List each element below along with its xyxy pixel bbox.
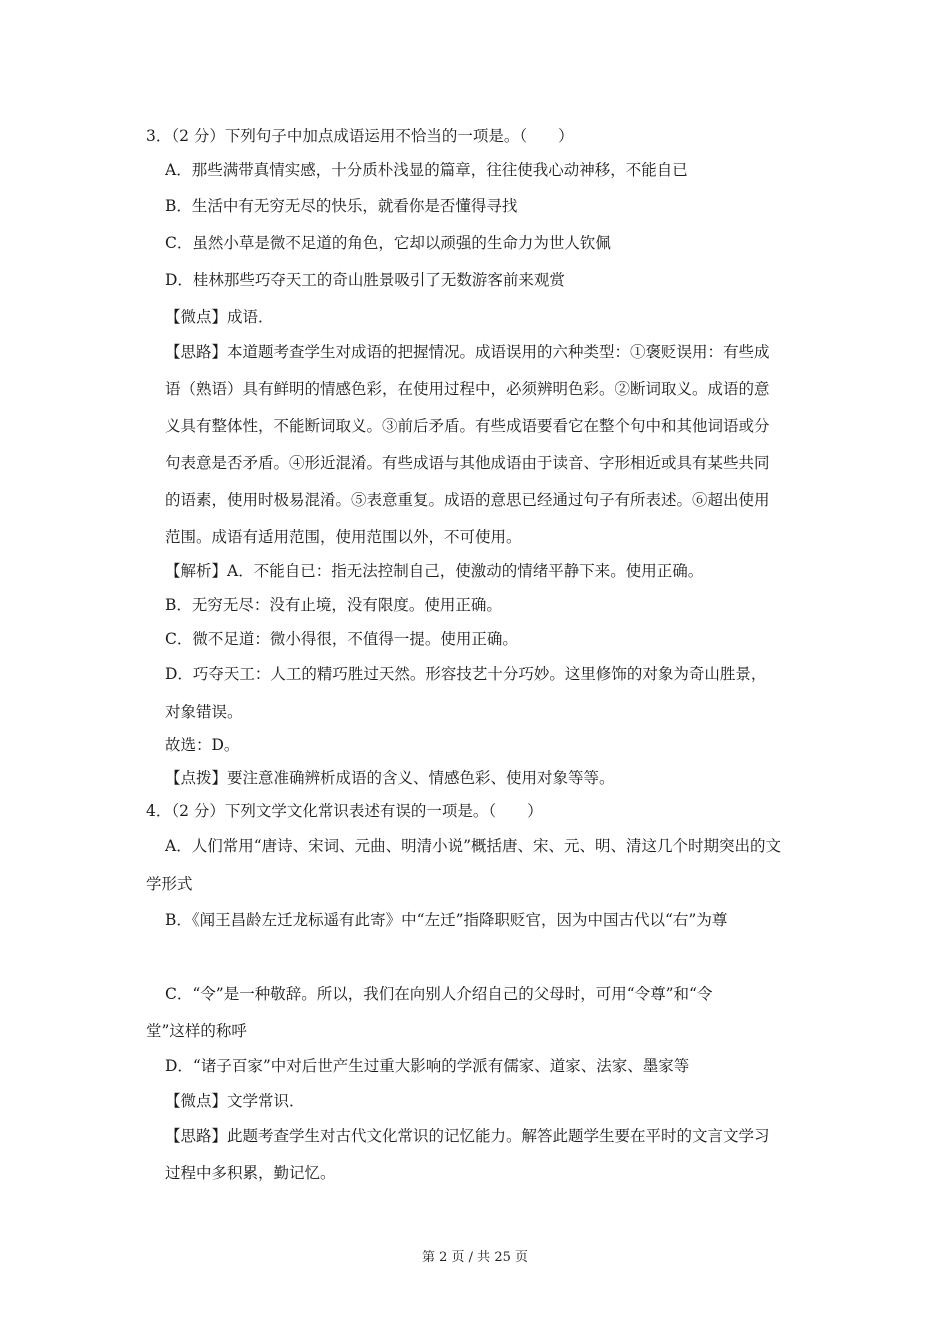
q4-silu-line: 过程中多积累，勤记忆。 xyxy=(165,1164,336,1182)
q3-dianbo: 【点拨】要注意准确辨析成语的含义、情感色彩、使用对象等等。 xyxy=(165,769,615,787)
q3-silu-line: 句表意是否矛盾。④形近混淆。有些成语与其他成语由于读音、字形相近或具有某些共同 xyxy=(165,454,770,472)
q4-silu-line: 【思路】此题考查学生对古代文化常识的记忆能力。解答此题学生要在平时的文言文学习 xyxy=(165,1127,770,1145)
page-footer: 第 2 页 / 共 25 页 xyxy=(422,1250,528,1265)
q4-option-a-cont: 学形式 xyxy=(146,875,193,893)
q4-weidian: 【微点】文学常识． xyxy=(165,1092,305,1110)
q3-option-a: A．那些满带真情实感，十分质朴浅显的篇章，往往使我心动神移，不能自已 xyxy=(165,161,688,179)
q3-jiexi-line: C．微不足道：微小得很，不值得一提。使用正确。 xyxy=(165,630,518,648)
q3-option-c: C．虽然小草是微不足道的角色，它却以顽强的生命力为世人钦佩 xyxy=(165,234,611,252)
q3-jiexi-line: D．巧夺天工：人工的精巧胜过天然。形容技艺十分巧妙。这里修饰的对象为奇山胜景， xyxy=(165,665,767,683)
q4-option-a: A．人们常用“唐诗、宋词、元曲、明清小说”概括唐、宋、元、明、清这几个时期突出的文 xyxy=(165,837,782,855)
q3-answer: 故选：D。 xyxy=(165,736,240,754)
q3-silu-line: 【思路】本道题考查学生对成语的把握情况。成语误用的六种类型：①褒贬误用：有些成 xyxy=(165,343,770,361)
q4-option-d: D．“诸子百家”中对后世产生过重大影响的学派有儒家、道家、法家、墨家等 xyxy=(165,1057,690,1075)
q4-option-c: C．“令”是一种敬辞。所以，我们在向别人介绍自己的父母时，可用“令尊”和“令 xyxy=(165,985,713,1003)
q4-option-b: B．《闻王昌龄左迁龙标遥有此寄》中“左迁”指降职贬官，因为中国古代以“右”为尊 xyxy=(165,911,728,929)
q3-silu-line: 义具有整体性，不能断词取义。③前后矛盾。有些成语要看它在整个句中和其他词语或分 xyxy=(165,417,770,435)
q3-silu-line: 范围。成语有适用范围，使用范围以外，不可使用。 xyxy=(165,528,522,546)
q3-stem: 3．（2 分）下列句子中加点成语运用不恰当的一项是。（ ） xyxy=(146,127,574,145)
q4-option-c-cont: 堂”这样的称呼 xyxy=(146,1022,247,1040)
q3-jiexi-line: 对象错误。 xyxy=(165,703,243,721)
q3-option-d: D．桂林那些巧夺天工的奇山胜景吸引了无数游客前来观赏 xyxy=(165,271,565,289)
q3-weidian: 【微点】成语． xyxy=(165,308,274,326)
q3-option-b: B．生活中有无穷无尽的快乐，就看你是否懂得寻找 xyxy=(165,197,518,215)
q3-silu-line: 的语素，使用时极易混淆。⑤表意重复。成语的意思已经通过句子有所表述。⑥超出使用 xyxy=(165,491,770,509)
q3-jiexi-line: 【解析】A．不能自已：指无法控制自己，使激动的情绪平静下来。使用正确。 xyxy=(165,562,704,580)
q3-jiexi-line: B．无穷无尽：没有止境，没有限度。使用正确。 xyxy=(165,596,502,614)
q3-silu-line: 语（熟语）具有鲜明的情感色彩，在使用过程中，必须辨明色彩。②断词取义。成语的意 xyxy=(165,380,770,398)
q4-stem: 4．（2 分）下列文学文化常识表述有误的一项是。（ ） xyxy=(146,802,543,820)
